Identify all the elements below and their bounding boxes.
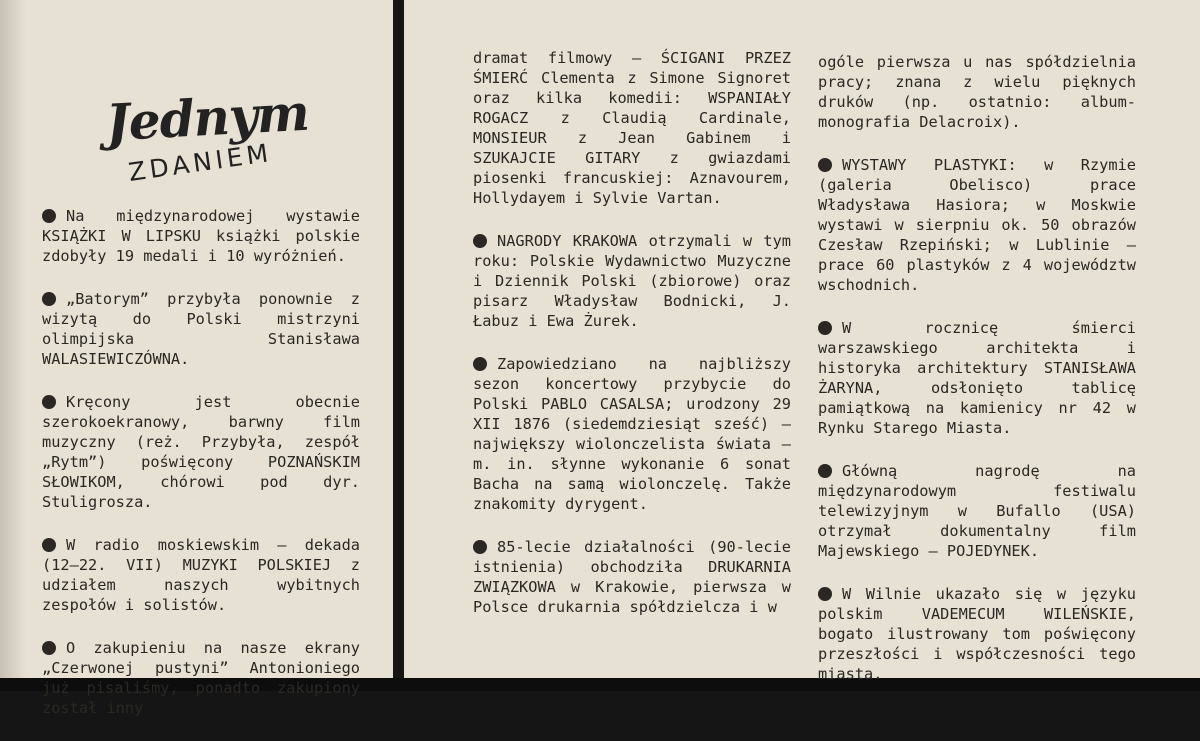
- news-item: [818, 155, 1136, 295]
- news-text: dramat filmowy — ŚCIGANI PRZEZ ŚMIERĆ Clementa z Simone Signoret oraz kilka komedii: WSPANIAŁY ROGACZ z Claudią Cardinale, MONSIEUR z Jean Gabinem i SZUKAJCIE GITARY z gwiazdami piosenki francuskiej: Aznavourem, Hollydayem i Sylvie Vartan.: [473, 49, 791, 207]
- news-text: Kręcony jest obecnie szerokoekranowy, barwny film muzyczny (reż. Przybyła, zespół „Rytm”) poświęcony POZNAŃSKIM SŁOWIKOM, chórowi pod dyr. Stuligrosza.: [42, 393, 360, 511]
- news-text: Zapowiedziano na najbliższy sezon koncertowy przybycie do Polski PABLO CASALSA; urodzony 29 XII 1876 (siedemdziesiąt sześć) — największy wiolonczelista świata — m. in. słynne wykonanie 6 sonat Bacha na samą wiolonczelę. Także znakomity dyrygent.: [473, 355, 791, 513]
- logo-line-2: ZDANIEM: [126, 138, 274, 187]
- column-2: [473, 48, 791, 640]
- bullet-icon: [473, 234, 487, 248]
- news-text: W rocznicę śmierci warszawskiego architekta i historyka architektury STANISŁAWA ŻARYNA, odsłonięto tablicę pamiątkową na kamienicy nr 42 w Rynku Starego Miasta.: [818, 319, 1136, 437]
- news-item: [818, 318, 1136, 438]
- news-text: 85-lecie działalności (90-lecie istnienia) obchodziła DRUKARNIA ZWIĄZKOWA w Krakowie, pierwsza w Polsce drukarnia spółdzielcza i w: [473, 538, 791, 616]
- news-item: [42, 206, 360, 266]
- news-item-continued: [473, 48, 791, 208]
- news-text: ogóle pierwsza u nas spółdzielnia pracy; znana z wielu pięknych druków (np. ostatnio: album-monografia Delacroix).: [818, 53, 1136, 131]
- bullet-icon: [42, 538, 56, 552]
- news-text: O zakupieniu na nasze ekrany „Czerwonej pustyni” Antonioniego już pisaliśmy, ponadto zakupiony został inny: [42, 639, 360, 717]
- news-item-continued: [818, 52, 1136, 132]
- column-1: [42, 206, 360, 741]
- column-logo: [98, 82, 311, 196]
- news-item: [42, 638, 360, 718]
- news-item: [818, 584, 1136, 684]
- column-3: [818, 52, 1136, 707]
- news-text: „Batorym” przybyła ponownie z wizytą do Polski mistrzyni olimpijska Stanisława WALASIEWICZÓWNA.: [42, 290, 360, 368]
- news-text: WYSTAWY PLASTYKI: w Rzymie (galeria Obelisco) prace Władysława Hasiora; w Moskwie wystawi w sierpniu ok. 50 obrazów Czesław Rzepiński; w Lublinie — prace 60 plastyków z 4 województw wschodnich.: [818, 156, 1136, 294]
- news-text: NAGRODY KRAKOWA otrzymali w tym roku: Polskie Wydawnictwo Muzyczne i Dziennik Polski (zbiorowe) oraz pisarz Władysław Bodnicki, J. Łabuz i Ewa Żurek.: [473, 232, 791, 330]
- bullet-icon: [42, 641, 56, 655]
- bullet-icon: [818, 464, 832, 478]
- news-item: [42, 535, 360, 615]
- bullet-icon: [42, 292, 56, 306]
- bullet-icon: [473, 540, 487, 554]
- bullet-icon: [473, 357, 487, 371]
- news-text: W radio moskiewskim — dekada (12—22. VII) MUZYKI POLSKIEJ z udziałem naszych wybitnych zespołów i solistów.: [42, 536, 360, 614]
- bullet-icon: [42, 209, 56, 223]
- news-item: [473, 231, 791, 331]
- logo-line-1: Jednym: [104, 82, 311, 153]
- news-item: [473, 537, 791, 617]
- news-text: W Wilnie ukazało się w języku polskim VADEMECUM WILEŃSKIE, bogato ilustrowany tom poświęcony przeszłości i współczesności tego miasta.: [818, 585, 1136, 683]
- news-item: [818, 461, 1136, 561]
- bullet-icon: [42, 395, 56, 409]
- bullet-icon: [818, 321, 832, 335]
- news-item: [42, 392, 360, 512]
- news-item: [42, 289, 360, 369]
- news-text: Główną nagrodę na międzynarodowym festiwalu telewizyjnym w Bufallo (USA) otrzymał dokumentalny film Majewskiego — POJEDYNEK.: [818, 462, 1136, 560]
- page-fold-shadow: [0, 0, 26, 678]
- news-item: [473, 354, 791, 514]
- bullet-icon: [818, 158, 832, 172]
- news-text: Na międzynarodowej wystawie KSIĄŻKI W LIPSKU książki polskie zdobyły 19 medali i 10 wyróżnień.: [42, 207, 360, 265]
- bullet-icon: [818, 587, 832, 601]
